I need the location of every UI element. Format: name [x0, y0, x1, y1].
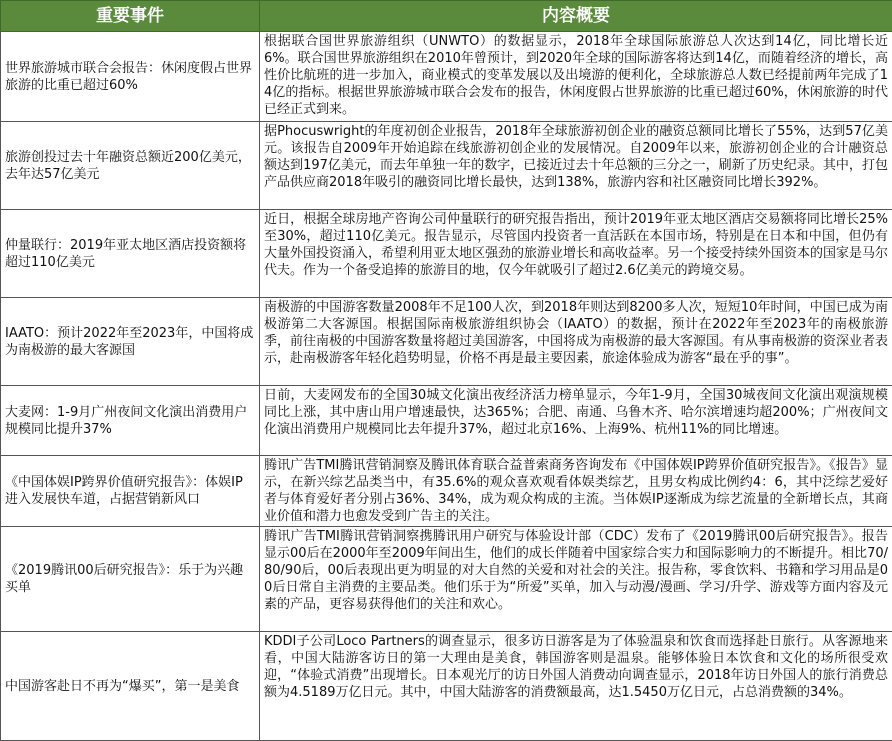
event-cell: 仲量联行：2019年亚太地区酒店投资额将超过110亿美元 [1, 210, 260, 298]
event-cell: 《2019腾讯00后研究报告》：乐于为兴趣买单 [1, 527, 260, 632]
summary-cell: 日前，大麦网发布的全国30城文化演出夜经济活力榜单显示，今年1-9月，全国30城夜间文化演出观演规模同比上涨，其中唐山用户增速最快，达365%；合肥、南通、乌鲁木齐、哈尔滨增速均超200%；广州夜间文化演出消费用户规模同比去年提升37%，超过北京16%、上海9%、杭州11%的同比增速。 [260, 386, 892, 456]
table-row [1, 632, 892, 741]
summary-cell: 根据联合国世界旅游组织（UNWTO）的数据显示，2018年全球国际旅游总人次达到14亿，同比增长近6%。联合国世界旅游组织在2010年曾预计，到2020年全球的国际游客将达到14亿，而随着经济的增长，高性价比航班的进一步加入，商业模式的变革发展以及出境游的便利化，全球旅游总人数已经提前两年完成了14亿的指标。根据世界旅游城市联合会发布的报告，休闲度假占世界旅游的比重已超过60%，休闲旅游的时代已经正式到来。 [260, 32, 892, 122]
table-row [1, 122, 892, 210]
header-event: 重要事件 [1, 1, 260, 32]
summary-cell: 腾讯广告TMI腾讯营销洞察及腾讯体育联合益普索商务咨询发布《中国体娱IP跨界价值研究报告》。《报告》显示，在新兴综艺品类当中，有35.6%的观众喜欢观看体娱类综艺，且男女构成比例约4：6，其中泛综艺爱好者与体育爱好者分别占36%、34%，成为观众构成的主流。当体娱IP逐渐成为综艺流量的全新增长点，其商业价值和潜力也愈发受到广告主的关注。 [260, 456, 892, 527]
summary-cell: 腾讯广告TMI腾讯营销洞察携腾讯用户研究与体验设计部（CDC）发布了《2019腾讯00后研究报告》。报告显示00后在2000年至2009年间出生，他们的成长伴随着中国家综合实力和国际影响力的不断提升。相比70/80/90后，00后表现出更为明显的对大自然的关爱和对社会的关注。报告称，零食饮料、书籍和学习用品是00后日常自主消费的主要品类。他们乐于为“所爱”买单，加入与动漫/漫画、学习/升学、游戏等方面内容及元素的产品，更容易获得他们的关注和欢心。 [260, 527, 892, 632]
event-cell: 旅游创投过去十年融资总额近200亿美元，去年达57亿美元 [1, 122, 260, 210]
event-cell: 《中国体娱IP跨界价值研究报告》：体娱IP进入发展快车道，占据营销新风口 [1, 456, 260, 527]
event-cell: IAATO：预计2022年至2023年，中国将成为南极游的最大客源国 [1, 298, 260, 386]
table-row [1, 32, 892, 122]
table-row [1, 298, 892, 386]
table-row [1, 456, 892, 527]
table-row [1, 527, 892, 632]
event-cell: 世界旅游城市联合会报告：休闲度假占世界旅游的比重已超过60% [1, 32, 260, 122]
summary-cell: 据Phocuswright的年度初创企业报告，2018年全球旅游初创企业的融资总额同比增长了55%，达到57亿美元。该报告自2009年开始追踪在线旅游初创企业的发展情况。自2009年以来，旅游初创企业的合计融资总额达到197亿美元，而去年单独一年的数字，已接近过去十年总额的三分之一，刷新了历史纪录。其中，打包产品供应商2018年吸引的融资同比增长最快，达到138%，旅游内容和社区融资同比增长392%。 [260, 122, 892, 210]
summary-cell: 南极游的中国游客数量2008年不足100人次，到2018年则达到8200多人次，短短10年时间，中国已成为南极游第二大客源国。根据国际南极旅游组织协会（IAATO）的数据，预计在2022年至2023年的南极旅游季，前往南极的中国游客数量将超过美国游客，中国将成为南极游的最大客源国。有从事南极游的资深业者表示，赴南极游客年轻化趋势明显，价格不再是最主要因素，旅途体验成为游客“最在乎的事”。 [260, 298, 892, 386]
header-summary: 内容概要 [260, 1, 892, 32]
table-row [1, 386, 892, 456]
table-row [1, 210, 892, 298]
event-cell: 中国游客赴日不再为“爆买”，第一是美食 [1, 632, 260, 741]
summary-cell: KDDI子公司Loco Partners的调查显示，很多访日游客是为了体验温泉和饮食而选择赴日旅行。从客源地来看，中国大陆游客访日的第一大理由是美食，韩国游客则是温泉。能够体验日本饮食和文化的场所很受欢迎，“体验式消费”出现增长。日本观光厅的访日外国人消费动向调查显示，2018年访日外国人的旅行消费总额为4.5189万亿日元。其中，中国大陆游客的消费额最高，达1.5450万亿日元，占总消费额的34%。 [260, 632, 892, 741]
event-cell: 大麦网：1-9月广州夜间文化演出消费用户规模同比提升37% [1, 386, 260, 456]
summary-cell: 近日，根据全球房地产咨询公司仲量联行的研究报告指出，预计2019年亚太地区酒店交易额将同比增长25%至30%，超过110亿美元。报告显示，尽管国内投资者一直活跃在本国市场，特别是在日本和中国，但仍有大量外国投资涌入，希望利用亚太地区强劲的旅游业增长和高收益率。另一个接受持续外国资本的国家是马尔代夫。作为一个备受追捧的旅游目的地，仅今年就吸引了超过2.6亿美元的跨境交易。 [260, 210, 892, 298]
table-header-row [1, 1, 892, 32]
